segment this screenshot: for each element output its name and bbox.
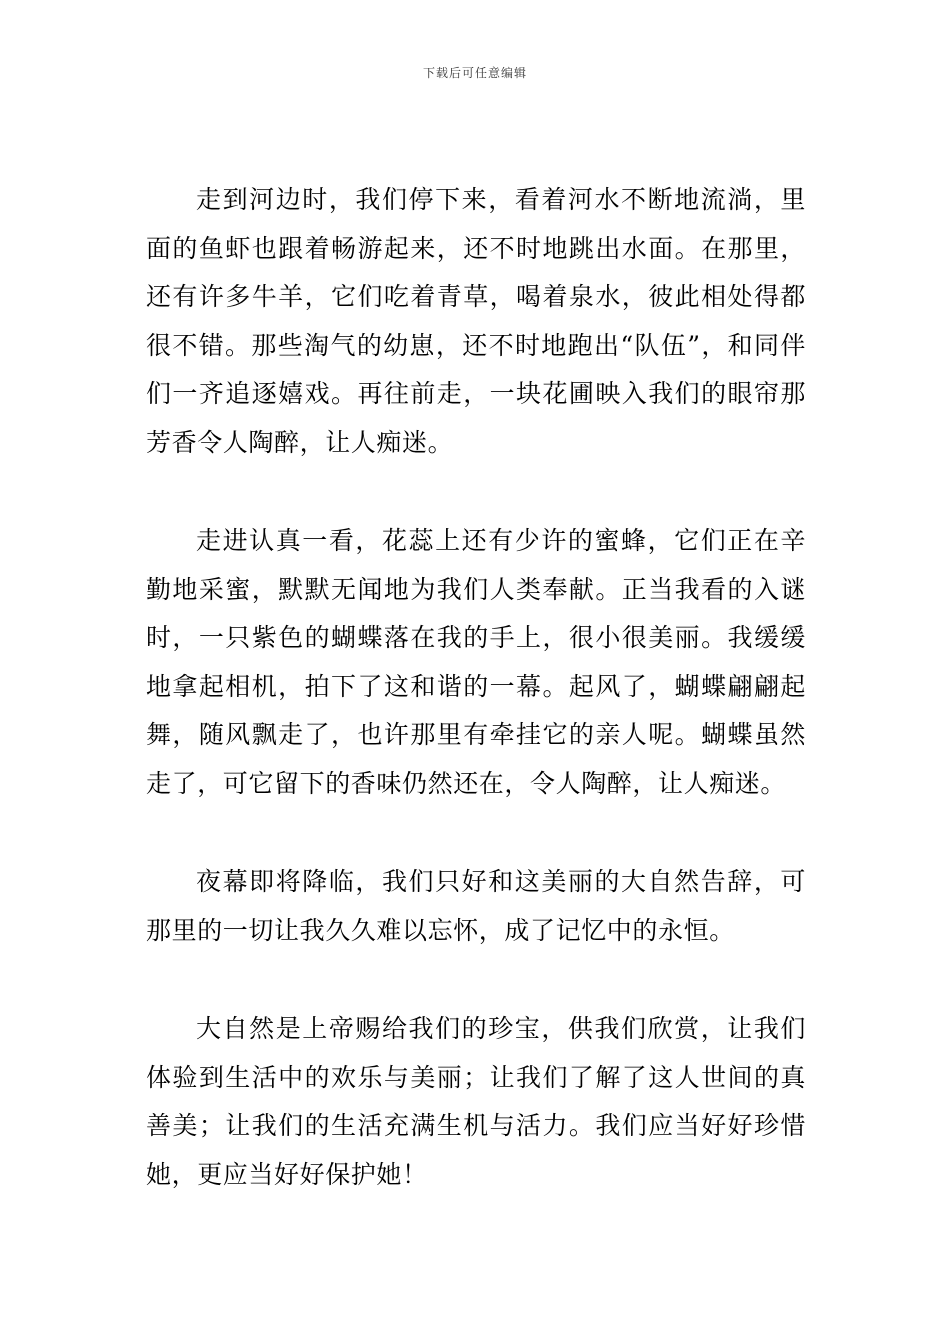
page-header: 下载后可任意编辑: [422, 66, 527, 80]
paragraph-4: 大自然是上帝赐给我们的珍宝，供我们欣赏，让我们体验到生活中的欢乐与美丽；让我们了解了这人世间的真善美；让我们的生活充满生机与活力。我们应当好好珍惜她，更应当好好保护她！: [146, 1014, 806, 1189]
document-body: [146, 176, 806, 1199]
paragraph-1: 走到河边时，我们停下来，看着河水不断地流淌，里面的鱼虾也跟着畅游起来，还不时地跳出水面。在那里，还有许多牛羊，它们吃着青草，喝着泉水，彼此相处得都很不错。那些淘气的幼崽，还不时地跑出“队伍”，和同伴们一齐追逐嬉戏。再往前走，一块花圃映入我们的眼帘那芳香令人陶醉，让人痴迷。: [146, 185, 806, 457]
paragraph-2: 走进认真一看，花蕊上还有少许的蜜蜂，它们正在辛勤地采蜜，默默无闻地为我们人类奉献。正当我看的入谜时，一只紫色的蝴蝶落在我的手上，很小很美丽。我缓缓地拿起相机，拍下了这和谐的一幕。起风了，蝴蝶翩翩起舞，随风飘走了，也许那里有牵挂它的亲人呢。蝴蝶虽然走了，可它留下的香味仍然还在，令人陶醉，让人痴迷。: [146, 526, 806, 798]
paragraph-3: 夜幕即将降临，我们只好和这美丽的大自然告辞，可那里的一切让我久久难以忘怀，成了记忆中的永恒。: [146, 867, 806, 945]
